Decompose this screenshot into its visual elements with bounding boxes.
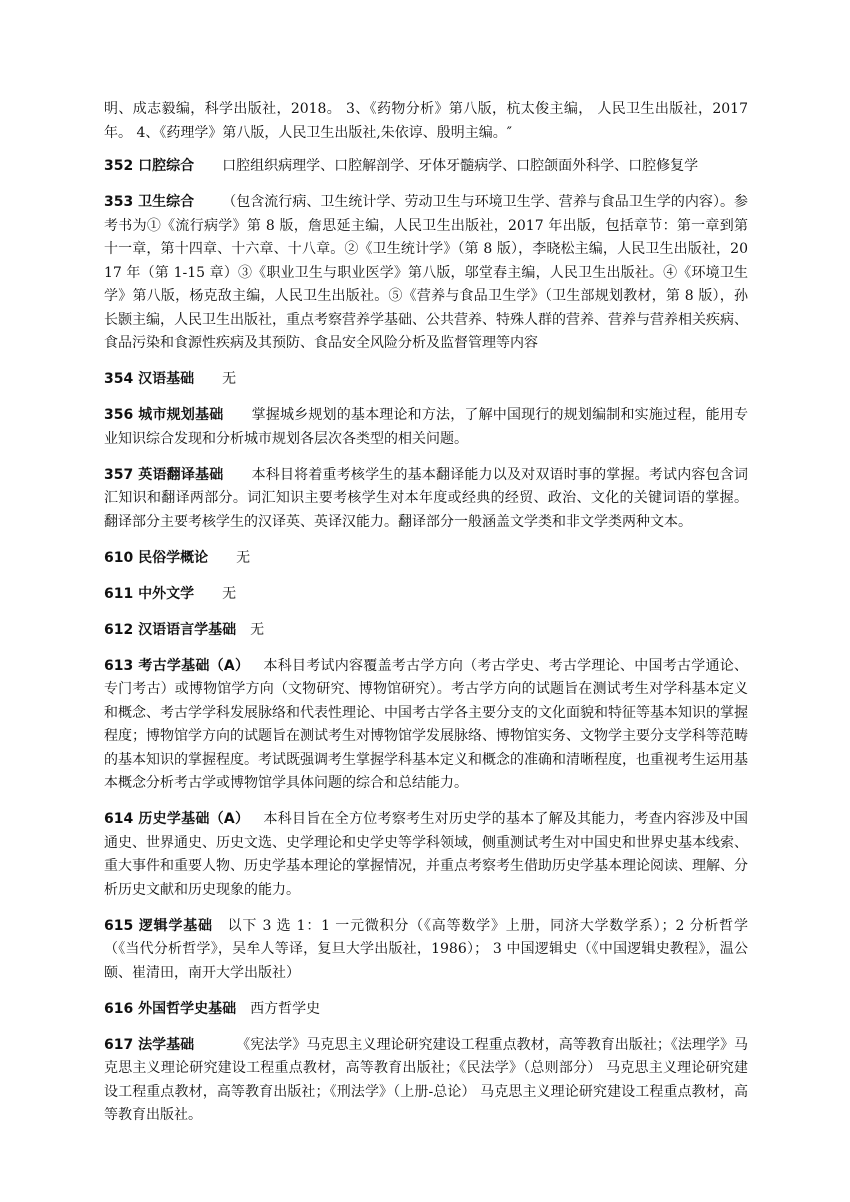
entry-614	[104, 808, 748, 902]
entry-title: 613 考古学基础（A）	[104, 657, 250, 674]
entry-615	[104, 915, 748, 986]
entry-title: 617 法学基础	[104, 1036, 195, 1053]
entry-617	[104, 1034, 748, 1128]
entry-text: 无	[236, 549, 251, 566]
entry-354	[104, 368, 748, 392]
entry-353	[104, 191, 748, 356]
entry-text: 本科目考试内容覆盖考古学方向（考古学史、考古学理论、中国考古学通论、专门考古）或博物馆学方向（文物研究、博物馆研究）。考古学方向的试题旨在测试考生对学科基本定义和概念、考古学学科发展脉络和代表性理论、中国考古学各主要分支的文化面貌和特征等基本知识的掌握程度；博物馆学方向的试题旨在测试考生对博物馆学发展脉络、博物馆实务、文物学主要分支学科等范畴的基本知识的掌握程度。考试既强调考生掌握学科基本定义和概念的准确和清晰程度，也重视考生运用基本概念分析考古学或博物馆学具体问题的综合和总结能力。	[104, 657, 748, 791]
entry-title: 612 汉语语言学基础	[104, 621, 237, 638]
entry-title: 352 口腔综合	[104, 158, 195, 174]
entry-text: 以下 3 选 1：1 一元微积分（《高等数学》上册，同济大学数学系）；2 分析哲学（《当代分析哲学》，吴牟人等译，复旦大学出版社，1986）； 3 中国逻辑史（《中国逻辑史教程》，温公颐、崔清田，南开大学出版社）	[104, 917, 748, 981]
entry-title: 611 中外文学	[104, 585, 195, 602]
entry-616	[104, 998, 748, 1022]
entry-text: 无	[222, 371, 237, 387]
entry-357	[104, 464, 748, 535]
entry-title: 610 民俗学概论	[104, 549, 209, 566]
entry-356	[104, 404, 748, 451]
entry-352	[104, 155, 748, 179]
entry-text: 掌握城乡规划的基本理论和方法，了解中国现行的规划编制和实施过程，能用专业知识综合发现和分析城市规划各层次各类型的相关问题。	[104, 407, 748, 447]
entry-title: 614 历史学基础（A）	[104, 811, 250, 827]
entry-title: 357 英语翻译基础	[104, 466, 224, 483]
entry-text: 本科目将着重考核学生的基本翻译能力以及对双语时事的掌握。考试内容包含词 汇知识和翻译两部分。词汇知识主要考核学生对本年度或经典的经贸、政治、文化的关键词语的掌握。 翻译部分主要考核学生的汉译英、英译汉能力。翻译部分一般涵盖文学类和非文学类两种文本。	[104, 466, 748, 530]
entry-title: 354 汉语基础	[104, 371, 195, 387]
entry-613	[104, 655, 748, 796]
entry-text: 无	[222, 585, 237, 602]
entry-text: 《宪法学》马克思主义理论研究建设工程重点教材，高等教育出版社；《法理学》马克思主义理论研究建设工程重点教材，高等教育出版社；《民法学》（总则部分） 马克思主义理论研究建设工程重点教材，高等教育出版社；《刑法学》（上册-总论） 马克思主义理论研究建设工程重点教材，高等教育出版社。	[104, 1036, 749, 1123]
entry-611	[104, 583, 748, 607]
entry-text: 口腔组织病理学、口腔解剖学、牙体牙髓病学、口腔颌面外科学、口腔修复学	[222, 158, 699, 174]
entry-text: 本科目旨在全方位考察考生对历史学的基本了解及其能力，考查内容涉及中国通史、世界通史、历史文选、史学理论和史学史等学科领域，侧重测试考生对中国史和世界史基本线索、重大事件和重要人物、历史学基本理论的掌握情况，并重点考察考生借助历史学基本理论阅读、理解、分析历史文献和历史现象的能力。	[104, 811, 748, 898]
entry-text: 无	[250, 621, 265, 638]
entry-title: 356 城市规划基础	[104, 407, 224, 423]
entry-title: 615 逻辑学基础	[104, 917, 213, 934]
entry-text: （包含流行病、卫生统计学、劳动卫生与环境卫生学、营养与食品卫生学的内容）。参考书为①《流行病学》第 8 版，詹思延主编，人民卫生出版社，2017 年出版，包括章节：第一章到第十一章，第十四章、十六章、十八章。②《卫生统计学》（第 8 版），李晓松主编，人民卫生出版社，2017 年（第 1-15 章）③《职业卫生与职业医学》第八版，邬堂春主编，人民卫生出版社。④《环境卫生学》第八版，杨克敌主编，人民卫生出版社。⑤《营养与食品卫生学》（卫生部规划教材，第 8 版），孙长颢主编，人民卫生出版社，重点考察营养学基础、公共营养、特殊人群的营养、营养与营养相关疾病、食品污染和食源性疾病及其预防、食品安全风险分析及监督管理等内容	[104, 194, 748, 351]
entry-title: 353 卫生综合	[104, 194, 195, 210]
entry-610	[104, 547, 748, 571]
entry-612	[104, 619, 748, 643]
intro-paragraph: 明、成志毅编，科学出版社，2018。 3、《药物分析》第八版，杭太俊主编， 人民卫生出版社，2017年。 4、《药理学》第八版，人民卫生出版社,朱依谆、殷明主编。″	[104, 101, 748, 141]
entry-title: 616 外国哲学史基础	[104, 1000, 237, 1017]
entry-text: 西方哲学史	[250, 1000, 321, 1017]
